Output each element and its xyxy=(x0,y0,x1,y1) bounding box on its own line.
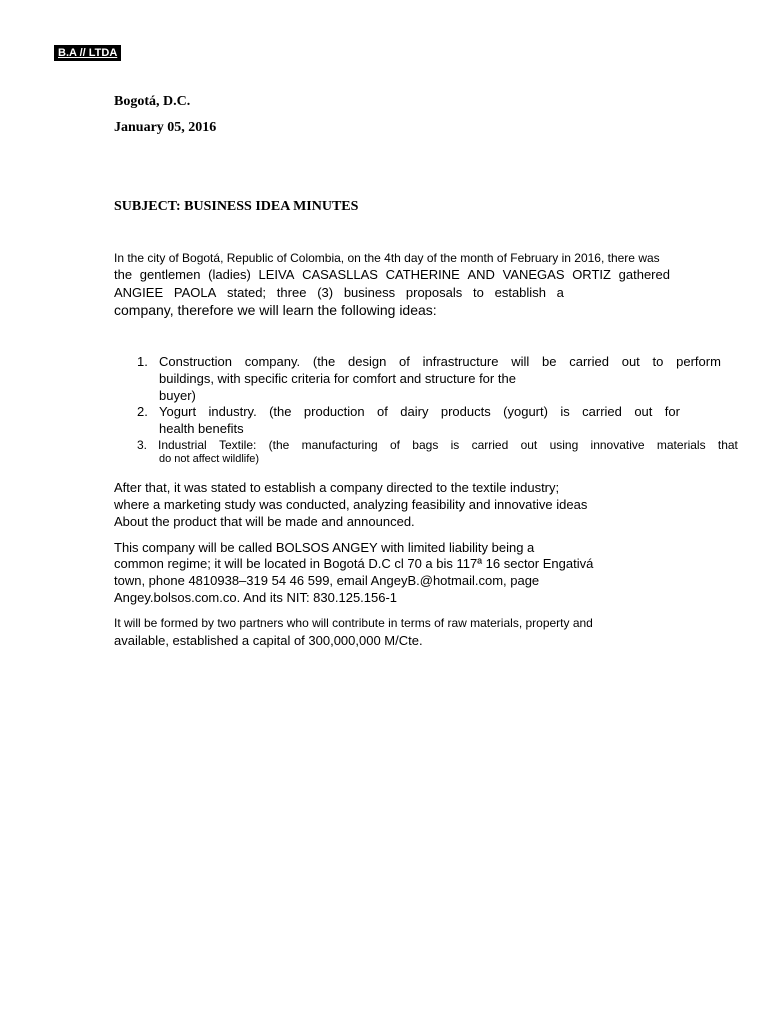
partners-line-1: It will be formed by two partners who will contribute in terms of raw materials, property and xyxy=(114,616,593,630)
idea-2-line-1 xyxy=(159,404,680,419)
word: (yogurt) xyxy=(503,404,548,419)
word: is xyxy=(560,404,570,419)
after-line-1: After that, it was stated to establish a company directed to the textile industry; xyxy=(114,480,560,495)
word: manufacturing xyxy=(301,438,378,452)
company-line-4: Angey.bolsos.com.co. And its NIT: 830.125.156-1 xyxy=(114,590,398,605)
word: out xyxy=(621,354,640,369)
word: that xyxy=(717,438,738,452)
word: dairy xyxy=(400,404,429,419)
company-line-3: town, phone 4810938–319 54 46 599, email AngeyB.@hotmail.com, page xyxy=(114,573,540,588)
word: establish xyxy=(494,285,546,300)
idea-1-line-1 xyxy=(159,354,721,369)
word: of xyxy=(399,354,410,369)
word: business xyxy=(343,285,396,300)
idea-3-line-1 xyxy=(158,438,738,452)
word: be xyxy=(542,354,557,369)
word: PAOLA xyxy=(173,285,217,300)
company-logo: B.A // LTDA xyxy=(54,45,121,61)
word: bags xyxy=(412,438,439,452)
word: Textile: xyxy=(219,438,257,452)
word: materials xyxy=(656,438,706,452)
intro-line-3 xyxy=(114,285,564,300)
word: gentlemen xyxy=(139,267,201,282)
idea-1-line-2: buildings, with specific criteria for comfort and structure for the xyxy=(159,371,516,386)
word: VANEGAS xyxy=(502,267,565,282)
word: infrastructure xyxy=(422,354,499,369)
after-line-2: where a marketing study was conducted, analyzing feasibility and innovative ideas xyxy=(114,497,588,512)
list-number-3: 3. xyxy=(137,438,148,452)
word: perform xyxy=(676,354,721,369)
word: Industrial xyxy=(158,438,207,452)
word: Yogurt xyxy=(159,404,197,419)
list-number-1: 1. xyxy=(137,354,148,369)
word: will xyxy=(511,354,530,369)
idea-2-line-2: health benefits xyxy=(159,421,244,436)
intro-line-2 xyxy=(114,267,670,282)
word: using xyxy=(549,438,579,452)
word: industry. xyxy=(208,404,257,419)
word: for xyxy=(664,404,680,419)
word: design xyxy=(348,354,387,369)
word: (the xyxy=(312,354,336,369)
date: January 05, 2016 xyxy=(114,120,217,135)
word: gathered xyxy=(618,267,670,282)
word: (ladies) xyxy=(208,267,251,282)
idea-3-line-2: do not affect wildlife) xyxy=(159,453,260,465)
word: AND xyxy=(467,267,495,282)
word: out xyxy=(520,438,538,452)
word: carried xyxy=(471,438,509,452)
word: LEIVA xyxy=(258,267,295,282)
word: of xyxy=(377,404,388,419)
word: CASASLLAS xyxy=(302,267,378,282)
word: to xyxy=(473,285,484,300)
word: stated; xyxy=(227,285,267,300)
word: proposals xyxy=(405,285,463,300)
intro-line-4: company, therefore we will learn the following ideas: xyxy=(114,302,437,318)
word: carried xyxy=(569,354,609,369)
word: to xyxy=(652,354,664,369)
word: (the xyxy=(269,404,292,419)
location: Bogotá, D.C. xyxy=(114,94,191,109)
word: is xyxy=(450,438,460,452)
word: ORTIZ xyxy=(572,267,611,282)
company-line-2: common regime; it will be located in Bogotá D.C cl 70 a bis 117ª 16 sector Engativá xyxy=(114,556,594,571)
word: (3) xyxy=(317,285,334,300)
partners-line-2: available, established a capital of 300,000,000 M/Cte. xyxy=(114,633,423,648)
word: out xyxy=(634,404,653,419)
idea-1-line-3: buyer) xyxy=(159,388,196,403)
list-number-2: 2. xyxy=(137,404,148,419)
word: of xyxy=(389,438,400,452)
word: carried xyxy=(582,404,622,419)
word: ANGIEE xyxy=(114,285,164,300)
word: a xyxy=(556,285,564,300)
word: products xyxy=(440,404,491,419)
word: the xyxy=(114,267,133,282)
word: production xyxy=(303,404,365,419)
word: innovative xyxy=(590,438,645,452)
word: company. xyxy=(244,354,301,369)
intro-line-1: In the city of Bogotá, Republic of Colombia, on the 4th day of the month of February in 2016, there was xyxy=(114,251,660,265)
company-line-1: This company will be called BOLSOS ANGEY with limited liability being a xyxy=(114,540,535,555)
word: (the xyxy=(268,438,290,452)
after-line-3: About the product that will be made and announced. xyxy=(114,514,415,529)
subject-heading: SUBJECT: BUSINESS IDEA MINUTES xyxy=(114,199,359,214)
word: three xyxy=(276,285,307,300)
word: Construction xyxy=(159,354,232,369)
word: CATHERINE xyxy=(385,267,460,282)
